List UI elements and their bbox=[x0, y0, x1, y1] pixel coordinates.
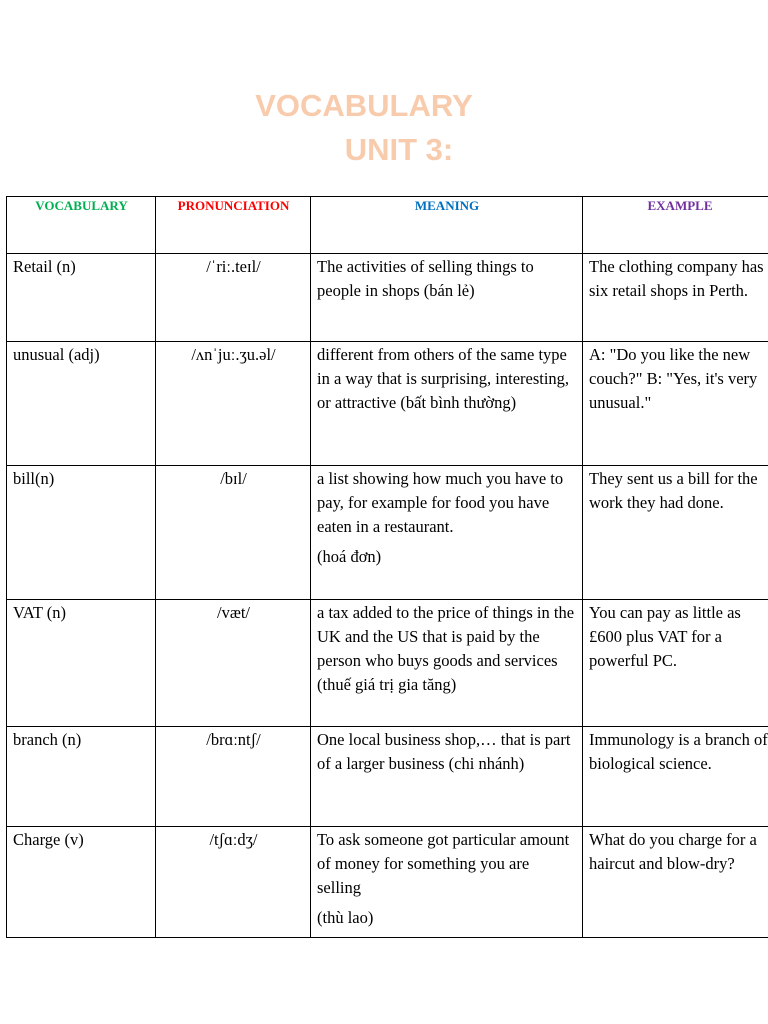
header-example: EXAMPLE bbox=[583, 197, 768, 254]
cell-pronunciation: /ʌnˈjuː.ʒu.əl/ bbox=[156, 342, 311, 466]
header-vocabulary: VOCABULARY bbox=[7, 197, 156, 254]
cell-pronunciation: /tʃɑːdʒ/ bbox=[156, 827, 311, 938]
cell-word: Retail (n) bbox=[7, 254, 156, 342]
cell-pronunciation: /ˈriː.teɪl/ bbox=[156, 254, 311, 342]
cell-meaning bbox=[311, 466, 583, 600]
table-row bbox=[7, 600, 768, 727]
cell-example: What do you charge for a haircut and blow-dry? bbox=[583, 827, 768, 938]
vocabulary-table bbox=[6, 196, 768, 938]
cell-word: bill(n) bbox=[7, 466, 156, 600]
cell-example: The clothing company has six retail shops in Perth. bbox=[583, 254, 768, 342]
table-row bbox=[7, 466, 768, 600]
table-row bbox=[7, 254, 768, 342]
cell-word: unusual (adj) bbox=[7, 342, 156, 466]
cell-meaning bbox=[311, 600, 583, 727]
cell-meaning bbox=[311, 342, 583, 466]
meaning-text: a tax added to the price of things in the UK and the US that is paid by the person who buys goods and services (thuế giá trị gia tăng) bbox=[317, 603, 575, 694]
meaning-translation: (thù lao) bbox=[317, 908, 374, 927]
header-pronunciation: PRONUNCIATION bbox=[156, 197, 311, 254]
title-line-1: VOCABULARY bbox=[255, 88, 473, 123]
meaning-text: different from others of the same type in a way that is surprising, interesting, or attractive (bất bình thường) bbox=[317, 345, 570, 412]
table-row bbox=[7, 827, 768, 938]
table-row bbox=[7, 727, 768, 827]
cell-pronunciation: /væt/ bbox=[156, 600, 311, 727]
table-header-row bbox=[7, 197, 768, 254]
header-meaning: MEANING bbox=[311, 197, 583, 254]
meaning-text: One local business shop,… that is part of a larger business (chi nhánh) bbox=[317, 730, 571, 773]
cell-example: Immunology is a branch of biological science. bbox=[583, 727, 768, 827]
cell-meaning bbox=[311, 254, 583, 342]
title-line-2: UNIT 3: bbox=[344, 132, 454, 167]
cell-word: branch (n) bbox=[7, 727, 156, 827]
page-title bbox=[0, 84, 768, 172]
meaning-translation: (hoá đơn) bbox=[317, 547, 382, 566]
cell-example: A: "Do you like the new couch?" B: "Yes, it's very unusual." bbox=[583, 342, 768, 466]
meaning-text: To ask someone got particular amount of money for something you are selling bbox=[317, 830, 570, 897]
cell-word: Charge (v) bbox=[7, 827, 156, 938]
cell-meaning bbox=[311, 827, 583, 938]
meaning-text: a list showing how much you have to pay, for example for food you have eaten in a restaurant. bbox=[317, 469, 564, 536]
meaning-text: The activities of selling things to people in shops (bán lẻ) bbox=[317, 257, 534, 300]
cell-pronunciation: /bɪl/ bbox=[156, 466, 311, 600]
cell-example: You can pay as little as £600 plus VAT for a powerful PC. bbox=[583, 600, 768, 727]
cell-example: They sent us a bill for the work they had done. bbox=[583, 466, 768, 600]
cell-meaning bbox=[311, 727, 583, 827]
cell-word: VAT (n) bbox=[7, 600, 156, 727]
table-row bbox=[7, 342, 768, 466]
cell-pronunciation: /brɑːntʃ/ bbox=[156, 727, 311, 827]
